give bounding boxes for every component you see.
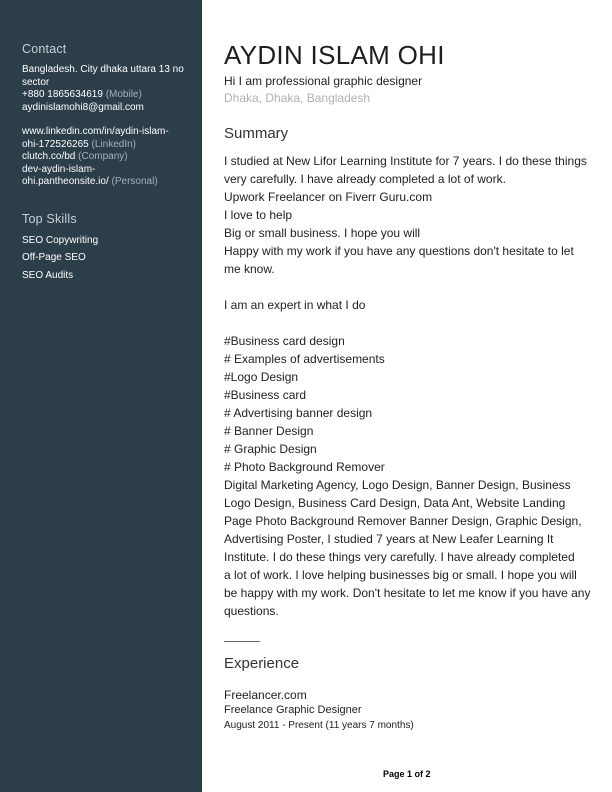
- linkedin-link[interactable]: www.linkedin.com/in/aydin-islam-: [22, 126, 169, 137]
- experience-heading: Experience: [224, 655, 300, 672]
- summary-line: I studied at New Lifor Learning Institute for 7 years. I do these things: [224, 154, 587, 168]
- personal-link-cont[interactable]: ohi.pantheonsite.io/: [22, 176, 109, 187]
- personal-link[interactable]: dev-aydin-islam-: [22, 163, 96, 175]
- profile-headline: Hi I am professional graphic designer: [224, 74, 423, 88]
- profile-location: Dhaka, Dhaka, Bangladesh: [224, 91, 371, 105]
- summary-line: # Advertising banner design: [224, 406, 373, 420]
- experience-dates: August 2011 - Present (11 years 7 months): [224, 720, 414, 731]
- summary-line: Logo Design, Business Card Design, Data Ant, Website Landing: [224, 496, 566, 510]
- sidebar: [0, 0, 202, 792]
- linkedin-link-cont[interactable]: ohi-172526265: [22, 138, 89, 150]
- summary-heading: Summary: [224, 125, 289, 142]
- summary-line: I am an expert in what I do: [224, 298, 366, 312]
- summary-text: [224, 152, 596, 620]
- summary-line: #Logo Design: [224, 370, 299, 384]
- skill-item: SEO Copywriting: [22, 235, 99, 246]
- contact-links: www.linkedin.com/in/aydin-islam- ohi-172526265 (LinkedIn) clutch.co/bd (Company) dev-aydin-islam- ohi.pantheonsite.io/ (Personal): [22, 126, 194, 189]
- summary-line: Upwork Freelancer on Fiverr Guru.com: [224, 190, 433, 204]
- summary-line: Page Photo Background Remover Banner Design, Graphic Design,: [224, 514, 582, 528]
- summary-line: # Photo Background Remover: [224, 460, 385, 474]
- summary-line: # Banner Design: [224, 424, 314, 438]
- summary-line: Happy with my work if you have any questions don't hesitate to let: [224, 244, 574, 258]
- summary-line: I love to help: [224, 208, 293, 222]
- skill-item: SEO Audits: [22, 270, 74, 281]
- summary-line: questions.: [224, 604, 279, 618]
- contact-address: Bangladesh. City dhaka uttara 13 no sector +880 1865634619 (Mobile) aydinislamohi8@gmail.com: [22, 64, 194, 114]
- summary-line: a lot of work. I love helping businesses big or small. I hope you will: [224, 568, 577, 582]
- summary-line: Big or small business. I hope you will: [224, 226, 421, 240]
- page-number: Page 1 of 2: [383, 769, 431, 779]
- summary-line: be happy with my work. Don't hesitate to let me know if you have any: [224, 586, 591, 600]
- summary-line: very carefully. I have already completed a lot of work.: [224, 172, 506, 186]
- contact-email[interactable]: aydinislamohi8@gmail.com: [22, 101, 144, 113]
- summary-line: Institute. I do these things very carefully. I have already completed: [224, 550, 575, 564]
- summary-line: #Business card: [224, 388, 307, 402]
- summary-line: [224, 278, 596, 296]
- experience-company: Freelancer.com: [224, 688, 307, 702]
- section-divider: [224, 641, 260, 642]
- experience-title: Freelance Graphic Designer: [224, 704, 362, 716]
- summary-line: [224, 314, 596, 332]
- summary-line: me know.: [224, 262, 275, 276]
- skill-item: Off-Page SEO: [22, 252, 86, 263]
- summary-line: # Graphic Design: [224, 442, 317, 456]
- summary-line: Advertising Poster, I studied 7 years at New Leafer Learning It: [224, 532, 554, 546]
- top-skills-heading: Top Skills: [22, 212, 77, 226]
- summary-line: # Examples of advertisements: [224, 352, 385, 366]
- profile-name: AYDIN ISLAM OHI: [224, 40, 445, 70]
- contact-heading: Contact: [22, 42, 67, 56]
- summary-line: Digital Marketing Agency, Logo Design, Banner Design, Business: [224, 478, 571, 492]
- contact-phone: +880 1865634619 (Mobile): [22, 89, 142, 100]
- company-link[interactable]: clutch.co/bd: [22, 151, 76, 162]
- summary-line: #Business card design: [224, 334, 345, 348]
